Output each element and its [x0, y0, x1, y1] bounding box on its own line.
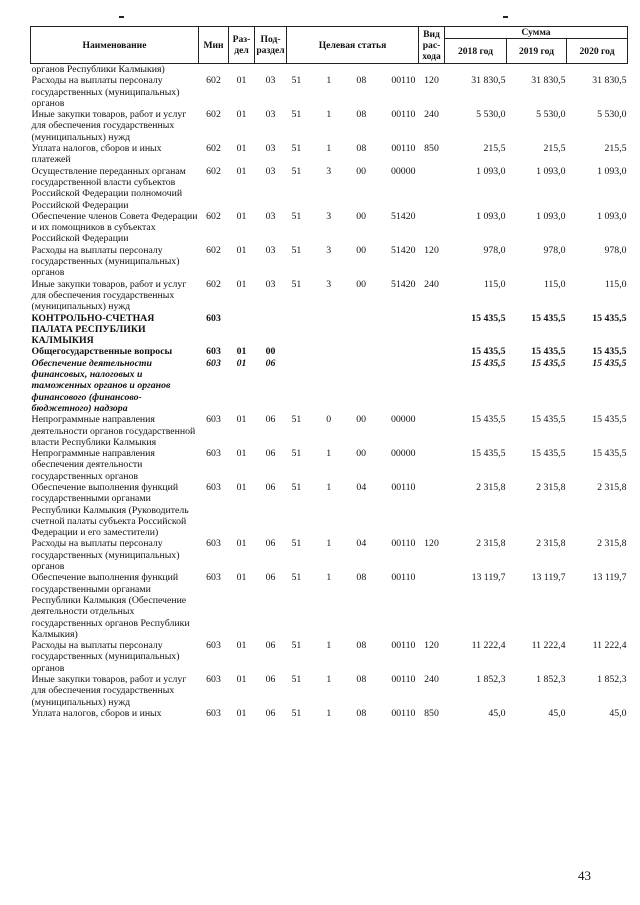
row-min: 603	[206, 357, 221, 369]
right-tick-mark	[503, 16, 508, 18]
row-razdel: 01	[236, 210, 247, 222]
row-min: 602	[206, 210, 221, 222]
row-name: Осуществление переданных органам государственной власти субъектов Российской Федерации полномочий Российской Федерации	[31, 165, 186, 211]
target-direction: 00110	[391, 707, 416, 719]
row-razdel: 01	[236, 674, 247, 686]
row-min: 602	[206, 75, 221, 87]
target-subprogram: 1	[326, 481, 332, 493]
row-sum-2018: 45,0	[488, 707, 506, 719]
row-podrazdel: 06	[265, 357, 276, 369]
row-name: Непрограммные направления деятельности органов государственной власти Республики Калмыкия	[31, 414, 196, 448]
row-sum-2018: 15 435,5	[471, 312, 506, 324]
row-sum-2020: 13 119,7	[592, 572, 627, 584]
row-sum-2018: 11 222,4	[471, 640, 506, 652]
table-row	[31, 358, 628, 414]
row-expense-type	[419, 313, 445, 347]
row-sum-2020: 15 435,5	[592, 414, 627, 426]
row-min: 603	[206, 312, 221, 324]
row-target-article	[287, 538, 419, 572]
target-program: 51	[291, 143, 302, 155]
target-subprogram: 3	[326, 244, 332, 256]
row-podrazdel: 03	[265, 278, 276, 290]
row-target-article	[287, 211, 419, 245]
row-sum-2019: 2 315,8	[536, 481, 566, 493]
budget-table	[30, 26, 628, 719]
row-razdel: 01	[236, 75, 247, 87]
row-sum-2020: 15 435,5	[592, 312, 627, 324]
target-direction: 00000	[391, 448, 416, 460]
row-razdel: 01	[236, 414, 247, 426]
row-expense-type: 120	[424, 244, 439, 256]
row-sum-2020: 31 830,5	[592, 75, 627, 87]
row-min: 603	[206, 346, 221, 358]
row-sum-2019: 15 435,5	[531, 357, 566, 369]
table-row	[31, 538, 628, 572]
target-main-event: 00	[356, 278, 366, 290]
row-min: 602	[206, 165, 221, 177]
row-razdel: 01	[236, 538, 247, 550]
row-name: Общегосударственные вопросы	[31, 346, 173, 358]
row-razdel: 01	[236, 640, 247, 652]
row-razdel: 01	[236, 165, 247, 177]
row-sum-2019: 15 435,5	[531, 312, 566, 324]
target-main-event: 08	[356, 109, 367, 121]
row-razdel: 01	[236, 357, 247, 369]
top-marks	[0, 16, 640, 22]
table-row	[31, 448, 628, 482]
row-razdel: 01	[236, 278, 247, 290]
row-name: Обеспечение выполнения функций государственными органами Республики Калмыкия (Руководитель счетной палаты субъекта Российской Федерации и его заместители)	[31, 481, 189, 539]
target-main-event: 08	[356, 707, 367, 719]
table-row	[31, 109, 628, 143]
row-sum-2018: 215,5	[483, 143, 506, 155]
table-row	[31, 245, 628, 279]
target-program: 51	[291, 210, 302, 222]
target-direction: 00000	[391, 165, 416, 177]
row-expense-type: 850	[424, 707, 439, 719]
row-podrazdel: 06	[265, 448, 276, 460]
row-name: Обеспечение деятельности финансовых, налоговых и таможенных органов и органов финансового (финансово-бюджетного) надзора	[31, 357, 171, 414]
header-target-article: Целевая статья	[287, 27, 419, 64]
target-main-event: 04	[356, 538, 367, 550]
row-target-article	[287, 75, 419, 109]
target-program: 51	[291, 278, 302, 290]
row-target-article	[287, 166, 419, 211]
row-min: 603	[206, 538, 221, 550]
row-name: Расходы на выплаты персоналу государственных (муниципальных) органов	[31, 75, 180, 109]
row-sum-2018: 1 093,0	[476, 210, 506, 222]
row-sum-2019	[507, 64, 567, 76]
row-min: 602	[206, 109, 221, 121]
row-sum-2018	[445, 64, 507, 76]
row-razdel: 01	[236, 143, 247, 155]
row-sum-2018: 115,0	[483, 278, 506, 290]
target-direction: 00110	[391, 674, 416, 686]
row-razdel: 01	[236, 346, 247, 358]
target-subprogram: 3	[326, 278, 332, 290]
table-row	[31, 482, 628, 538]
row-target-article	[287, 482, 419, 538]
target-subprogram: 1	[326, 538, 332, 550]
row-sum-2019: 15 435,5	[531, 448, 566, 460]
row-expense-type: 120	[424, 640, 439, 652]
table-row	[31, 166, 628, 211]
row-podrazdel: 03	[265, 143, 276, 155]
target-direction: 51420	[391, 278, 416, 290]
target-subprogram: 1	[326, 707, 332, 719]
row-razdel: 01	[236, 481, 247, 493]
row-sum-2018: 2 315,8	[476, 481, 506, 493]
row-sum-2020: 15 435,5	[592, 357, 627, 369]
row-min: 602	[206, 278, 221, 290]
table-row	[31, 346, 628, 357]
row-sum-2020: 1 093,0	[597, 165, 627, 177]
row-sum-2018: 15 435,5	[471, 357, 506, 369]
row-name: Обеспечение выполнения функций государственными органами Республики Калмыкия (Обеспечение деятельности отдельных государственных органов Республики Калмыкия)	[31, 572, 190, 640]
row-sum-2018: 15 435,5	[471, 448, 506, 460]
header-podrazdel: Под- раздел	[255, 27, 287, 64]
row-podrazdel: 06	[265, 640, 276, 652]
target-article-parts	[288, 143, 418, 154]
target-subprogram: 0	[326, 414, 332, 426]
target-direction: 51420	[391, 244, 416, 256]
target-main-event: 04	[356, 481, 367, 493]
row-sum-2019: 978,0	[543, 244, 566, 256]
table-header	[31, 27, 628, 64]
header-year-2018: 2018 год	[445, 39, 507, 64]
row-expense-type	[419, 358, 445, 414]
row-name: Расходы на выплаты персоналу государственных (муниципальных) органов	[31, 538, 180, 573]
target-article-parts	[288, 279, 418, 290]
target-article-parts	[288, 448, 418, 459]
row-sum-2018: 1 852,3	[476, 674, 506, 686]
row-sum-2020: 215,5	[604, 143, 627, 155]
row-expense-type	[419, 64, 445, 76]
row-expense-type: 120	[424, 538, 439, 550]
row-podrazdel: 06	[265, 674, 276, 686]
row-target-article	[287, 674, 419, 708]
header-year-2019: 2019 год	[507, 39, 567, 64]
target-direction: 00110	[391, 75, 416, 87]
row-sum-2020: 45,0	[609, 707, 627, 719]
row-podrazdel: 06	[265, 538, 276, 550]
table-row	[31, 708, 628, 719]
row-sum-2020: 2 315,8	[597, 538, 627, 550]
row-sum-2020: 5 530,0	[597, 109, 627, 121]
row-podrazdel: 06	[265, 481, 276, 493]
target-direction: 00000	[391, 414, 416, 426]
row-expense-type: 240	[424, 109, 439, 121]
row-expense-type	[419, 572, 445, 640]
row-sum-2018: 13 119,7	[471, 572, 506, 584]
row-min: 603	[206, 640, 221, 652]
row-sum-2018: 31 830,5	[471, 75, 506, 87]
target-program: 51	[291, 538, 302, 550]
target-subprogram: 1	[326, 572, 332, 584]
row-expense-type	[419, 211, 445, 245]
target-subprogram: 1	[326, 448, 332, 460]
row-sum-2020: 978,0	[604, 244, 627, 256]
row-expense-type	[419, 448, 445, 482]
target-subprogram: 1	[326, 109, 332, 121]
target-program: 51	[291, 640, 302, 652]
row-sum-2019: 45,0	[548, 707, 566, 719]
target-direction: 51420	[391, 210, 416, 222]
row-sum-2019: 31 830,5	[531, 75, 566, 87]
target-main-event: 00	[356, 414, 366, 426]
header-expense-type: Вид рас- хода	[419, 27, 445, 64]
row-sum-2019: 215,5	[543, 143, 566, 155]
row-name: Иные закупки товаров, работ и услуг для обеспечения государственных (муниципальных) нужд	[31, 674, 187, 708]
row-target-article	[287, 572, 419, 640]
target-article-parts	[288, 245, 418, 256]
table-row	[31, 279, 628, 313]
target-subprogram: 1	[326, 674, 332, 686]
target-main-event: 08	[356, 75, 367, 87]
target-article-parts	[288, 482, 418, 493]
target-program: 51	[291, 481, 302, 493]
row-podrazdel	[255, 313, 287, 347]
target-article-parts	[288, 572, 418, 583]
row-expense-type: 850	[424, 143, 439, 155]
table-row	[31, 572, 628, 640]
row-sum-2019: 15 435,5	[531, 346, 566, 358]
row-target-article	[287, 640, 419, 674]
row-sum-2019: 115,0	[543, 278, 566, 290]
target-program: 51	[291, 75, 302, 87]
left-tick-mark	[119, 16, 124, 18]
row-razdel: 01	[236, 572, 247, 584]
table-row	[31, 211, 628, 245]
row-razdel	[229, 313, 255, 347]
target-direction: 00110	[391, 481, 416, 493]
target-article-parts	[288, 708, 418, 719]
row-name: Иные закупки товаров, работ и услуг для обеспечения государственных (муниципальных) нужд	[31, 278, 187, 313]
row-min: 603	[206, 674, 221, 686]
row-target-article	[287, 358, 419, 414]
header-min: Мин	[199, 27, 229, 64]
row-sum-2018: 1 093,0	[476, 165, 506, 177]
row-name: Расходы на выплаты персоналу государственных (муниципальных) органов	[31, 244, 180, 279]
target-main-event: 00	[356, 448, 366, 460]
target-subprogram: 1	[326, 640, 332, 652]
target-article-parts	[288, 640, 418, 651]
target-direction: 00110	[391, 143, 416, 155]
row-min: 602	[206, 244, 221, 256]
target-program: 51	[291, 674, 302, 686]
table-row	[31, 75, 628, 109]
target-main-event: 08	[356, 674, 367, 686]
row-sum-2020: 15 435,5	[592, 448, 627, 460]
row-sum-2020: 1 093,0	[597, 210, 627, 222]
target-subprogram: 1	[326, 143, 332, 155]
header-name: Наименование	[31, 27, 199, 64]
row-target-article	[287, 313, 419, 347]
row-expense-type	[419, 414, 445, 448]
row-expense-type	[419, 482, 445, 538]
target-program: 51	[291, 448, 302, 460]
row-podrazdel: 03	[265, 244, 276, 256]
header-sum: Сумма	[445, 27, 628, 39]
table-row	[31, 674, 628, 708]
row-razdel: 01	[236, 707, 247, 719]
row-name: Обеспечение членов Совета Федерации и их помощников в субъектах Российской Федерации	[31, 210, 198, 245]
row-min: 603	[206, 448, 221, 460]
row-target-article	[287, 708, 419, 719]
row-sum-2020: 2 315,8	[597, 481, 627, 493]
row-sum-2019: 15 435,5	[531, 414, 566, 426]
target-main-event: 08	[356, 572, 367, 584]
row-podrazdel: 06	[265, 572, 276, 584]
row-target-article	[287, 245, 419, 279]
target-article-parts	[288, 166, 418, 177]
row-sum-2018: 15 435,5	[471, 346, 506, 358]
row-sum-2020: 1 852,3	[597, 674, 627, 686]
row-sum-2019: 11 222,4	[531, 640, 566, 652]
target-subprogram: 3	[326, 165, 332, 177]
row-target-article	[287, 64, 419, 76]
target-article-parts	[288, 538, 418, 549]
row-min: 602	[206, 143, 221, 155]
target-main-event: 00	[356, 165, 366, 177]
row-sum-2020: 11 222,4	[592, 640, 627, 652]
row-sum-2018: 2 315,8	[476, 538, 506, 550]
row-podrazdel: 03	[265, 75, 276, 87]
target-program: 51	[291, 165, 302, 177]
target-direction: 00110	[391, 572, 416, 584]
row-target-article	[287, 448, 419, 482]
target-article-parts	[288, 75, 418, 86]
row-sum-2020: 115,0	[604, 278, 627, 290]
target-direction: 00110	[391, 538, 416, 550]
table-row	[31, 414, 628, 448]
row-expense-type	[419, 166, 445, 211]
target-subprogram: 1	[326, 75, 332, 87]
target-subprogram: 3	[326, 210, 332, 222]
table-row	[31, 143, 628, 166]
row-razdel: 01	[236, 109, 247, 121]
target-article-parts	[288, 674, 418, 685]
target-main-event: 08	[356, 640, 367, 652]
row-target-article	[287, 414, 419, 448]
header-year-2020: 2020 год	[567, 39, 628, 64]
row-name: Уплата налогов, сборов и иных	[31, 707, 162, 719]
row-name: Иные закупки товаров, работ и услуг для обеспечения государственных (муниципальных) нужд	[31, 109, 187, 143]
row-target-article	[287, 346, 419, 357]
row-name: Уплата налогов, сборов и иных платежей	[31, 143, 162, 166]
target-direction: 00110	[391, 109, 416, 121]
row-podrazdel: 03	[265, 165, 276, 177]
target-article-parts	[288, 414, 418, 425]
row-sum-2020: 15 435,5	[592, 346, 627, 358]
row-sum-2018: 15 435,5	[471, 414, 506, 426]
row-min: 603	[206, 707, 221, 719]
target-main-event: 00	[356, 210, 366, 222]
row-min	[199, 64, 229, 76]
row-sum-2019: 2 315,8	[536, 538, 566, 550]
target-program: 51	[291, 572, 302, 584]
row-sum-2020	[567, 64, 628, 76]
row-podrazdel: 06	[265, 707, 276, 719]
row-min: 603	[206, 414, 221, 426]
table-row	[31, 64, 628, 76]
table-row	[31, 640, 628, 674]
row-sum-2019: 1 093,0	[536, 210, 566, 222]
target-main-event: 08	[356, 143, 367, 155]
row-sum-2019: 1 093,0	[536, 165, 566, 177]
row-target-article	[287, 109, 419, 143]
row-sum-2019: 13 119,7	[531, 572, 566, 584]
target-program: 51	[291, 109, 302, 121]
row-podrazdel	[255, 64, 287, 76]
row-name: КОНТРОЛЬНО-СЧЕТНАЯ ПАЛАТА РЕСПУБЛИКИ КАЛМЫКИЯ	[31, 312, 155, 347]
page-number: 43	[578, 868, 591, 883]
row-podrazdel: 06	[265, 414, 276, 426]
target-program: 51	[291, 707, 302, 719]
row-name: Расходы на выплаты персоналу государственных (муниципальных) органов	[31, 640, 180, 674]
row-min: 603	[206, 572, 221, 584]
row-podrazdel: 03	[265, 210, 276, 222]
row-expense-type	[419, 346, 445, 357]
table-body	[31, 64, 628, 720]
row-expense-type: 240	[424, 278, 439, 290]
target-article-parts	[288, 211, 418, 222]
row-min: 603	[206, 481, 221, 493]
row-sum-2018: 978,0	[483, 244, 506, 256]
row-sum-2019: 1 852,3	[536, 674, 566, 686]
table-row	[31, 313, 628, 347]
target-article-parts	[288, 109, 418, 120]
target-direction: 00110	[391, 640, 416, 652]
target-program: 51	[291, 414, 302, 426]
target-program: 51	[291, 244, 302, 256]
row-expense-type: 120	[424, 75, 439, 87]
target-main-event: 00	[356, 244, 366, 256]
row-name: Непрограммные направления обеспечения деятельности государственных органов	[31, 448, 155, 482]
row-expense-type: 240	[424, 674, 439, 686]
row-razdel	[229, 64, 255, 76]
row-sum-2019: 5 530,0	[536, 109, 566, 121]
row-name: органов Республики Калмыкия)	[31, 64, 165, 75]
row-target-article	[287, 143, 419, 166]
row-razdel: 01	[236, 448, 247, 460]
header-razdel: Раз- дел	[229, 27, 255, 64]
row-podrazdel: 03	[265, 109, 276, 121]
row-podrazdel: 00	[265, 346, 276, 358]
row-sum-2018: 5 530,0	[476, 109, 506, 121]
row-razdel: 01	[236, 244, 247, 256]
row-target-article	[287, 279, 419, 313]
